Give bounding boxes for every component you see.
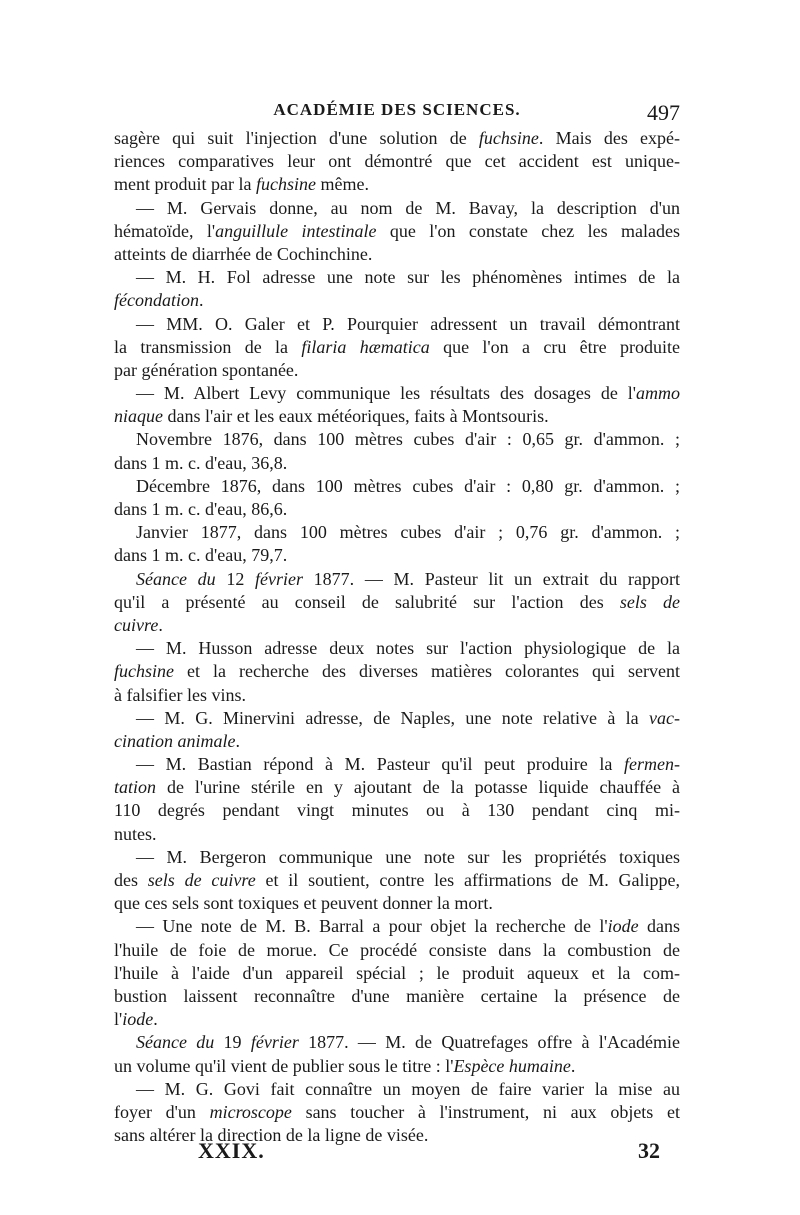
text-segment: Janvier 1877, dans 100 mètres cubes d'air ; 0,76 gr. d'ammon. ; (136, 522, 680, 543)
text-line (114, 799, 680, 822)
text-segment: — M. Husson adresse deux notes sur l'action physiologique de la (136, 638, 680, 659)
italic-term: Séance du (136, 1032, 215, 1053)
text-segment: à falsifier les vins. (114, 684, 246, 705)
text-line (114, 1055, 680, 1078)
text-line (114, 173, 680, 196)
running-header (114, 100, 680, 126)
text-segment: que ces sels sont toxiques et peuvent donner la mort. (114, 893, 493, 914)
text-line (114, 846, 680, 869)
text-segment: riences comparatives leur ont démontré que cet accident est unique- (114, 151, 680, 172)
text-segment: l' (114, 1009, 123, 1030)
text-line (114, 127, 680, 150)
italic-term: cination animale (114, 730, 236, 751)
text-segment: — M. G. Govi fait connaître un moyen de faire varier la mise au (136, 1078, 680, 1099)
body-text (114, 127, 680, 1147)
text-line (114, 892, 680, 915)
text-line (114, 707, 680, 730)
text-line (114, 521, 680, 544)
italic-term: iode (607, 916, 639, 937)
italic-term: iode (122, 1009, 154, 1030)
text-segment: et la recherche des diverses matières colorantes qui servent (174, 661, 680, 682)
text-segment: 110 degrés pendant vingt minutes ou à 130 pendant cinq mi- (114, 800, 680, 821)
text-line (114, 568, 680, 591)
text-segment: que l'on constate chez les malades (376, 220, 680, 241)
text-segment: — MM. O. Galer et P. Pourquier adressent un travail démontrant (136, 313, 680, 334)
text-line (114, 475, 680, 498)
text-segment: la transmission de la (114, 336, 302, 357)
text-line (114, 313, 680, 336)
text-segment: l'huile de foie de morue. Ce procédé consiste dans la combustion de (114, 939, 680, 960)
text-segment: — M. G. Minervini adresse, de Naples, une note relative à la (136, 707, 650, 728)
text-segment: et il soutient, contre les affirmations de M. Galippe, (255, 870, 680, 890)
text-line (114, 382, 680, 405)
text-line (114, 823, 680, 846)
text-line (114, 915, 680, 938)
text-line (114, 962, 680, 985)
text-line (114, 637, 680, 660)
text-segment: sagère qui suit l'injection d'une solution de (114, 128, 479, 148)
text-line (114, 776, 680, 799)
text-line (114, 730, 680, 753)
text-line (114, 220, 680, 243)
text-segment: bustion laissent reconnaître d'une manière certaine la présence de (114, 985, 680, 1006)
text-line (114, 452, 680, 475)
italic-term: fuchsine (478, 128, 539, 148)
italic-term: filaria hæmatica (301, 336, 430, 357)
text-segment: . (570, 1055, 576, 1076)
page-number: 497 (647, 100, 680, 125)
text-segment: . (158, 614, 163, 635)
text-line (114, 1008, 680, 1031)
text-segment: 1877. — M. Pasteur lit un extrait du rapport (303, 568, 680, 589)
italic-term: ammo (636, 383, 680, 404)
text-segment: Décembre 1876, dans 100 mètres cubes d'air : 0,80 gr. d'ammon. ; (136, 475, 680, 496)
text-line (114, 1078, 680, 1101)
text-segment: dans (638, 916, 680, 937)
italic-term: fécondation (114, 290, 199, 311)
sheet-number: 32 (638, 1138, 660, 1163)
text-line (114, 985, 680, 1008)
italic-term: tation (114, 777, 157, 798)
italic-term: février (250, 1032, 299, 1053)
text-segment: — M. Gervais donne, au nom de M. Bavay, la description d'un (136, 197, 680, 218)
text-segment: — M. Bastian répond à M. Pasteur qu'il peut produire la (136, 754, 625, 775)
text-segment: 1877. — M. de Quatrefages offre à l'Académie (298, 1032, 680, 1053)
text-line (114, 753, 680, 776)
text-line (114, 243, 680, 266)
text-segment: . (235, 730, 240, 751)
text-line (114, 428, 680, 451)
text-segment: hématoïde, l' (114, 220, 216, 241)
text-segment: . Mais des expé- (538, 128, 680, 148)
text-line (114, 289, 680, 312)
italic-term: vac- (649, 707, 680, 728)
text-line (114, 939, 680, 962)
italic-term: Séance du (136, 568, 216, 589)
text-line (114, 266, 680, 289)
italic-term: sels de cuivre (147, 870, 256, 890)
italic-term: Espèce humaine (453, 1055, 571, 1076)
text-line (114, 336, 680, 359)
text-segment: atteints de diarrhée de Cochinchine. (114, 243, 373, 264)
text-segment: sans altérer la direction de la ligne de visée. (114, 1125, 429, 1146)
text-segment: sans toucher à l'instrument, ni aux objets et (291, 1101, 680, 1122)
italic-term: anguillule intestinale (215, 220, 377, 241)
italic-term: niaque (114, 406, 163, 427)
italic-term: cuivre (114, 614, 159, 635)
text-segment: ment produit par la (114, 174, 256, 195)
text-segment: qu'il a présenté au conseil de salubrité sur l'action des (114, 591, 620, 612)
text-segment: 19 (214, 1032, 251, 1053)
text-segment: . (198, 290, 204, 311)
text-line (114, 614, 680, 637)
text-line (114, 660, 680, 683)
page-footer (198, 1138, 660, 1168)
text-segment: dans 1 m. c. d'eau, 79,7. (114, 545, 288, 566)
text-line (114, 869, 680, 892)
text-segment: même. (315, 174, 369, 195)
text-segment: — M. H. Fol adresse une note sur les phénomènes intimes de la (136, 267, 680, 288)
text-line (114, 359, 680, 382)
text-segment: l'huile à l'aide d'un appareil spécial ; le produit aqueux et la com- (114, 962, 680, 983)
italic-term: microscope (209, 1101, 292, 1122)
header-title: ACADÉMIE DES SCIENCES. (273, 100, 521, 119)
text-segment: 12 (215, 568, 256, 589)
text-line (114, 1031, 680, 1054)
text-segment: par génération spontanée. (114, 359, 299, 380)
text-line (114, 498, 680, 521)
text-line (114, 591, 680, 614)
text-segment: foyer d'un (114, 1101, 210, 1122)
italic-term: fermen- (624, 754, 680, 775)
text-segment: — Une note de M. B. Barral a pour objet la recherche de l' (136, 916, 608, 937)
text-segment: un volume qu'il vient de publier sous le titre : l' (114, 1055, 454, 1076)
text-segment: — M. Bergeron communique une note sur les propriétés toxiques (136, 846, 680, 867)
text-line (114, 405, 680, 428)
italic-term: fuchsine (114, 661, 174, 682)
text-segment: que l'on a cru être produite (429, 336, 680, 357)
italic-term: fuchsine (255, 174, 316, 195)
text-segment: Novembre 1876, dans 100 mètres cubes d'air : 0,65 gr. d'ammon. ; (136, 429, 680, 450)
text-segment: dans 1 m. c. d'eau, 36,8. (114, 452, 288, 473)
text-segment: dans 1 m. c. d'eau, 86,6. (114, 499, 288, 519)
text-line (114, 197, 680, 220)
text-segment: — M. Albert Levy communique les résultats des dosages de l' (136, 383, 636, 404)
text-segment: de l'urine stérile en y ajoutant de la potasse liquide chauffée à (156, 777, 680, 798)
italic-term: février (255, 568, 303, 589)
text-line (114, 150, 680, 173)
text-segment: des (114, 870, 148, 890)
text-segment: dans l'air et les eaux météoriques, faits à Montsouris. (163, 406, 549, 427)
text-line (114, 544, 680, 567)
text-line (114, 684, 680, 707)
text-line (114, 1101, 680, 1124)
italic-term: sels de (619, 591, 680, 612)
text-segment: nutes. (114, 823, 157, 844)
signature-mark: XXIX. (198, 1138, 265, 1163)
text-segment: . (153, 1009, 158, 1030)
